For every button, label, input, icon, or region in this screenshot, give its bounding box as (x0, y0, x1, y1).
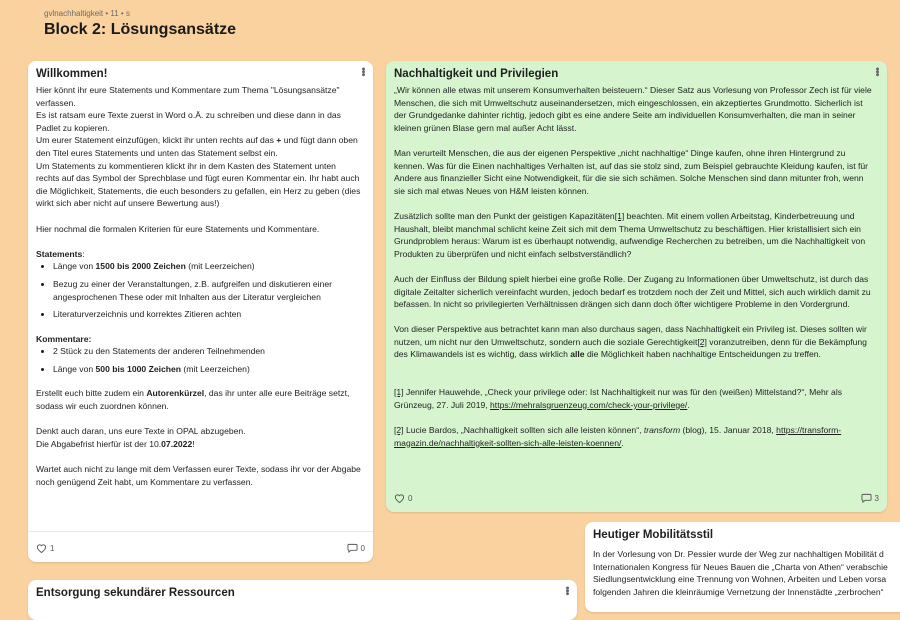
list-item: • 2 Stück zu den Statements der anderen Teilnehmenden (53, 345, 361, 358)
like-button[interactable] (36, 543, 54, 553)
paragraph: Hier könnt ihr eure Statements und Kommentare zum Thema "Lösungsansätze" verfassen. (36, 85, 340, 108)
paragraph: Zusätzlich sollte man den Punkt der geistigen Kapazitäten[1] beachten. Mit einem vollen Arbeitstag, Kinderbetreuung und Haushalt, bleibt manchmal schlicht keine Zeit sich mit dem Thema Umweltschutz zu beschäftigen. Hier kristallisiert sich ein Grundproblem heraus: Warum ist es überhaupt notwendig, aufwendige Recherchen zu betreiben, um die Nachhaltigkeit von Produkten zu überprüfen und nicht einfach selbstverständlich? (394, 210, 866, 259)
comment-button[interactable] (861, 493, 879, 503)
paragraph: Denkt auch daran, uns eure Texte in OPAL abzugeben. (36, 426, 246, 437)
paragraph: Man verurteilt Menschen, die aus der eigenen Perspektive „nicht nachhaltige“ Dinge kaufen, ohne ihren Hintergrund zu kennen. Was für die Einen nachhaltiges Verhalten ist, auf das sie stolz sind, zum Beispiel gebrauchte Kleidung kaufen, ist für Andere aus finanzieller Sicht eine Notwendigkeit, für die sie sich schämen. Solche Menschen sind dann mitunter froh, wenn sie sich mal etwas Neues von H&M leisten können. (394, 147, 869, 196)
post-footer (36, 543, 365, 555)
board-title: Block 2: Lösungsansätze (44, 21, 237, 38)
more-options-icon[interactable]: ••• (357, 67, 369, 76)
divider (28, 531, 373, 532)
paragraph: Um eurer Statement einzufügen, klickt ihr unten rechts auf das + und fügt dann oben den Titel eures Statements und unten das Statement selbst ein. (36, 135, 358, 158)
like-button[interactable] (394, 493, 412, 503)
paragraph: Um Statements zu kommentieren klickt ihr in dem Kasten des Statement unten rechts auf das Symbol der Sprechblase und fügt euren Kommentar ein. Ihr habt auch die Möglichkeit, Statements, die euch besonders zu gefallen, ein Herz zu geben (dies wirkt sich aber nicht auf unsere Bewertung aus!) (36, 160, 361, 209)
paragraph: Von dieser Perspektive aus betrachtet kann man also durchaus sagen, dass Nachhaltigkeit ein Privileg ist. Dieses sollten wir nutzen, um nicht nur den Umweltschutz, sondern auch die soziale Gerechtigkeit[2] voranzutreiben, denn für die Bekämpfung des Klimawandels ist es wichtig, dass wirklich alle die Möglichkeit haben nachhaltige Entscheidungen zu treffen. (394, 324, 867, 360)
source-link[interactable]: https://mehralsgruenzeug.com/check-your-privilege/ (490, 399, 688, 410)
board-meta: gvlnachhaltigkeit • 11 • s (44, 9, 130, 18)
footnote-link[interactable]: [1] (394, 387, 404, 398)
like-count: 1 (50, 543, 55, 553)
comment-count: 0 (360, 543, 365, 553)
post-body (593, 548, 900, 598)
post-card-nachhaltigkeit[interactable] (386, 61, 887, 512)
paragraph: Hier nochmal die formalen Kriterien für eure Statements und Kommentare. (36, 223, 320, 234)
footnote-2: [2] Lucie Bardos, „Nachhaltigkeit sollten sich alle leisten können“, transform (blog), 15. Januar 2018, https://transform-magazin.de/nachhaltigkeit-sollten-sich-alle-leisten-koennen/. (394, 425, 842, 448)
post-card-willkommen[interactable] (28, 61, 373, 562)
more-options-icon[interactable]: ••• (561, 586, 573, 595)
comment-button[interactable] (347, 543, 365, 553)
post-body (394, 84, 873, 449)
paragraph: Auch der Einfluss der Bildung spielt hierbei eine große Rolle. Der Zugang zu Informationen über Umweltschutz, ist durch das digitale Zeitalter sicherlich vereinfacht wurden, jedoch bedarf es trotzdem noch der Zeit und Mittel, sich auch wirklich damit zu befassen. In nicht so privilegierten Verhältnissen drängen sich dann doch öfter wichtigere Probleme in den Vordergrund. (394, 273, 871, 310)
kommentare-list (36, 345, 361, 375)
heart-icon (394, 493, 405, 503)
list-item: • Bezug zu einer der Veranstaltungen, z.B. aufgreifen und diskutieren einer angesprochenen These oder mit Inhalten aus der Literatur vergleichen (53, 278, 361, 303)
post-title: Entsorgung sekundärer Ressourcen (36, 587, 235, 599)
paragraph: Wartet auch nicht zu lange mit dem Verfassen eurer Texte, sodass ihr vor der Abgabe noch genügend Zeit habt, um Kommentare zu verfassen. (36, 464, 361, 487)
post-title: Nachhaltigkeit und Privilegien (394, 68, 559, 80)
like-count: 0 (408, 493, 413, 503)
heart-icon (36, 543, 47, 553)
post-card-entsorgung[interactable] (28, 580, 577, 620)
list-item: • Literaturverzeichnis und korrektes Zitieren achten (53, 308, 361, 321)
footnote-link[interactable]: [1] (614, 210, 625, 221)
paragraph: Die Abgabefrist hierfür ist der 10.07.2022! (36, 438, 195, 449)
footnote-1: [1] Jennifer Hauwehde, „Check your privilege oder: Ist Nachhaltigkeit nur was für den (weißen) Mittelstand?“, Mehr als Grünzeug, 27. Juli 2019, https://mehralsgruenzeug.com/check-your-privilege/. (394, 387, 843, 410)
paragraph: Erstellt euch bitte zudem ein Autorenkürzel, das ihr unter alle eure Beiträge setzt, sodass wir euch zuordnen können. (36, 388, 350, 412)
post-footer (394, 493, 879, 505)
post-card-mobilitaetsstil[interactable] (585, 522, 900, 612)
paragraph: In der Vorlesung von Dr. Pessier wurde der Weg zur nachhaltigen Mobilität d Internationalen Kongress für Neues Bauen die „Charta von Athen“ verabschie Siedlungsentwicklung eine Trennung von Wohnen, Arbeiten und Leben vorsa folgenden Jahren die kleinräumige Vernetzung der Innenstädte „zerbrochen“ (593, 549, 888, 597)
speech-bubble-icon (347, 543, 358, 553)
board-header (44, 9, 236, 39)
footnote-link[interactable]: [2] (394, 425, 404, 436)
post-title: Willkommen! (36, 68, 108, 80)
kommentare-heading: Kommentare: (36, 333, 92, 344)
footnote-link[interactable]: [2] (697, 336, 707, 347)
source-link[interactable]: https://transform-magazin.de/nachhaltigkeit-sollten-sich-alle-leisten-koennen/ (394, 425, 842, 448)
more-options-icon[interactable]: ••• (871, 67, 883, 76)
speech-bubble-icon (861, 493, 872, 503)
list-item: • Länge von 500 bis 1000 Zeichen (mit Leerzeichen) (53, 363, 361, 376)
paragraph: „Wir können alle etwas mit unserem Konsumverhalten beisteuern.“ Dieser Satz aus Vorlesung von Professor Zech ist für viele Menschen, die sich mit Umweltschutz auseinandersetzen, mich eingeschlossen, ein akzeptiertes Grundmotto. Sicherlich ist der Grundgedanke dahinter richtig, jedoch gibt es eine andere Seite am individuellen Konsumverhalten, die man in seiner kleinen grünen Blase gern mal außer Acht lässt. (394, 85, 872, 133)
statements-list (36, 260, 361, 320)
post-body (36, 84, 361, 488)
statements-heading: Statements: (36, 248, 85, 259)
post-title: Heutiger Mobilitätsstil (593, 529, 714, 541)
comment-count: 3 (874, 493, 879, 503)
list-item: • Länge von 1500 bis 2000 Zeichen (mit Leerzeichen) (53, 260, 361, 273)
paragraph: Es ist ratsam eure Texte zuerst in Word o.Ä. zu schreiben und diese dann in das Padlet zu kopieren. (36, 110, 341, 133)
